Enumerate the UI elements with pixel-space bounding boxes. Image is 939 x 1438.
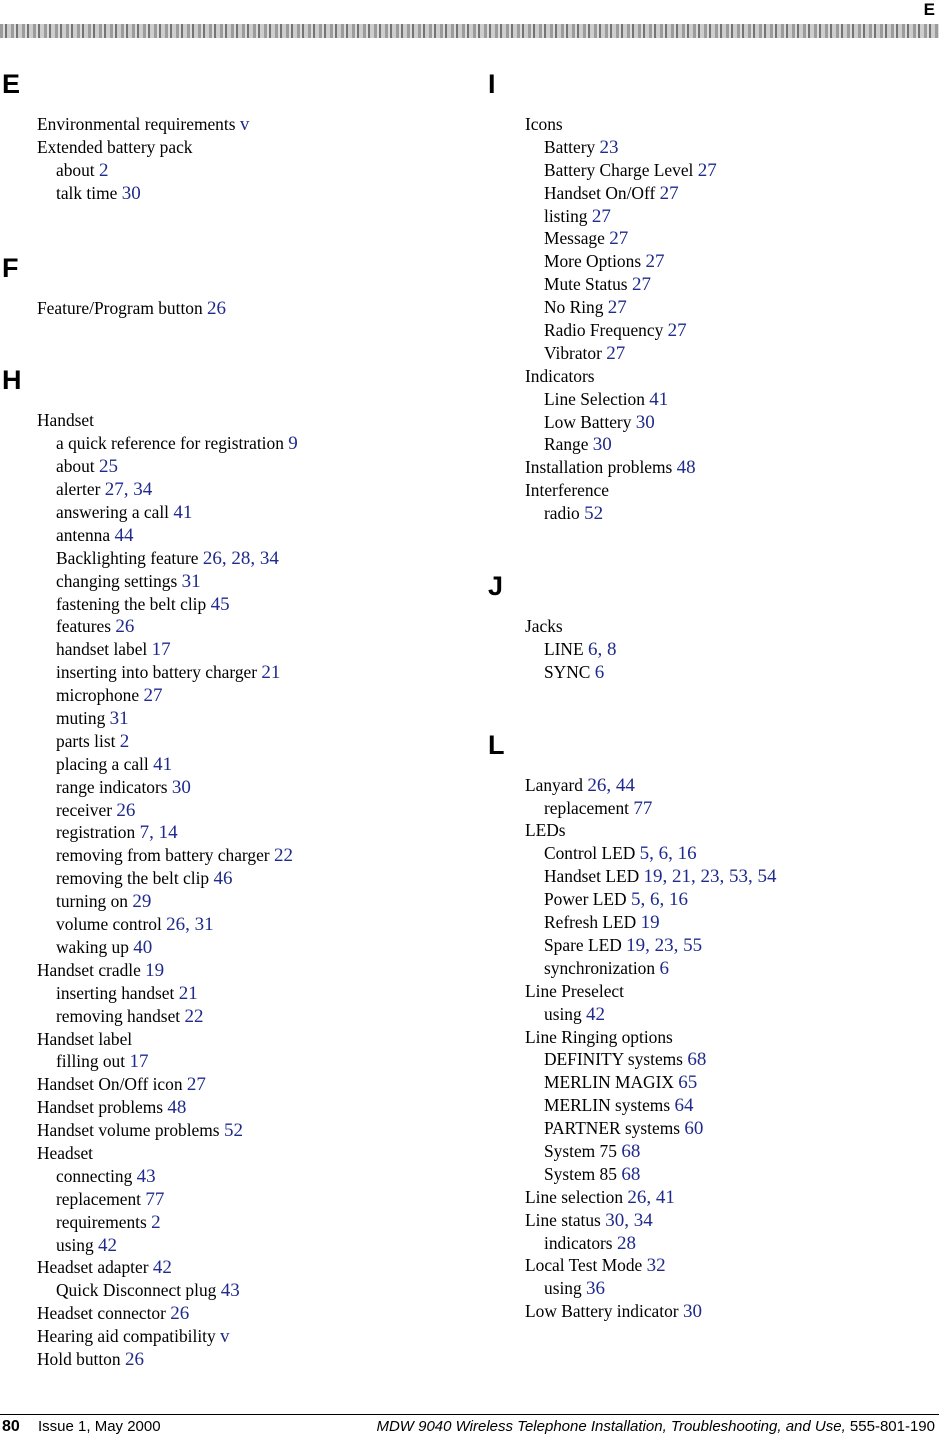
index-entry-list [525, 774, 938, 1323]
entry-page-refs[interactable]: 42 [152, 1257, 172, 1279]
index-subentry [525, 1232, 938, 1255]
index-entry [525, 1186, 938, 1209]
index-subentry [37, 821, 470, 844]
index-entry [37, 1256, 470, 1279]
entry-term: Line status [525, 1209, 601, 1230]
index-entry [37, 1028, 470, 1051]
index-subentry [37, 730, 470, 753]
header-decorative-band [0, 24, 939, 38]
entry-term: Jacks [525, 616, 563, 637]
index-subentry [525, 342, 938, 365]
entry-term: Line Selection [544, 388, 645, 409]
index-subentry [37, 1188, 470, 1211]
index-subentry [525, 1094, 938, 1117]
index-entry [525, 819, 938, 842]
section-letter-heading: J [488, 571, 504, 602]
index-section-l [488, 725, 938, 1323]
entry-term: microphone [56, 685, 140, 706]
entry-page-refs[interactable]: v [239, 114, 250, 135]
entry-page-refs[interactable]: 2 [119, 730, 130, 752]
index-subentry [525, 911, 938, 934]
entry-page-refs[interactable]: 42 [586, 1003, 606, 1025]
index-subentry [525, 433, 938, 456]
entry-page-refs[interactable]: 52 [223, 1120, 243, 1142]
entry-term: Installation problems [525, 457, 673, 478]
document-title-text: MDW 9040 Wireless Telephone Installation, Troubleshooting, and Use, [376, 1418, 846, 1435]
index-subentry [525, 502, 938, 525]
entry-term: Line selection [525, 1186, 624, 1207]
entry-page-refs[interactable]: 48 [167, 1097, 187, 1119]
entry-page-refs[interactable]: 68 [621, 1163, 641, 1185]
index-entry [37, 1119, 470, 1142]
entry-page-refs[interactable]: 41 [649, 388, 669, 410]
entry-page-refs[interactable]: 5, 6, 16 [639, 843, 697, 865]
entry-page-refs[interactable]: 40 [133, 936, 153, 958]
entry-page-refs[interactable]: 19 [640, 912, 660, 934]
index-subentry [525, 1048, 938, 1071]
entry-term: Icons [525, 114, 563, 134]
index-entry [37, 1073, 470, 1096]
entry-page-refs[interactable]: 26 [115, 616, 135, 638]
index-subentry [37, 1005, 470, 1028]
entry-term: waking up [56, 936, 129, 957]
entry-term: Environmental requirements [37, 114, 236, 134]
index-entry [37, 297, 470, 320]
entry-term: connecting [56, 1165, 133, 1186]
entry-term: about [56, 456, 95, 477]
entry-term: using [544, 1003, 582, 1024]
entry-page-refs[interactable]: 6, 8 [587, 638, 617, 660]
entry-term: muting [56, 708, 106, 729]
index-entry-list [37, 113, 470, 205]
index-section-i [488, 64, 938, 525]
entry-page-refs[interactable]: 30 [635, 411, 655, 433]
entry-term: SYNC [544, 661, 591, 682]
index-subentry [37, 867, 470, 890]
entry-page-refs[interactable]: 45 [210, 593, 230, 615]
document-number: 555-801-190 [849, 1418, 935, 1435]
entry-term: filling out [56, 1051, 126, 1072]
index-section-j [488, 566, 938, 684]
entry-term: Backlighting feature [56, 547, 199, 568]
index-subentry [37, 799, 470, 822]
entry-term: Handset On/Off icon [37, 1074, 183, 1095]
entry-term: LINE [544, 638, 584, 659]
entry-page-refs[interactable]: 41 [173, 502, 193, 524]
index-subentry [525, 1071, 938, 1094]
index-subentry [37, 844, 470, 867]
entry-term: Headset adapter [37, 1257, 149, 1278]
entry-term: parts list [56, 730, 116, 751]
entry-term: Power LED [544, 889, 627, 910]
index-entry [525, 1209, 938, 1232]
entry-term: features [56, 616, 112, 637]
index-entry-list [37, 297, 470, 320]
entry-term: MERLIN systems [544, 1095, 671, 1116]
entry-page-refs[interactable]: 26 [207, 297, 227, 319]
entry-page-refs[interactable]: 26 [116, 799, 136, 821]
index-subentry [37, 1050, 470, 1073]
entry-page-refs[interactable]: 7, 14 [139, 822, 178, 844]
entry-page-refs[interactable]: v [220, 1326, 230, 1348]
issue-date: Issue 1, May 2000 [38, 1418, 161, 1435]
index-entry [525, 456, 938, 479]
entry-page-refs[interactable]: 19, 23, 55 [626, 934, 703, 956]
entry-term: listing [544, 205, 588, 226]
entry-page-refs[interactable]: 17 [151, 639, 171, 661]
entry-page-refs[interactable]: 26, 28, 34 [202, 547, 279, 569]
entry-page-refs[interactable]: 26 [170, 1303, 190, 1325]
index-entry [37, 113, 470, 136]
entry-page-refs[interactable]: 5, 6, 16 [630, 889, 688, 911]
index-entry-list [525, 615, 938, 684]
section-gap [488, 684, 938, 725]
entry-page-refs[interactable]: 27 [607, 297, 627, 319]
page-number: 80 [2, 1418, 20, 1435]
index-subentry [37, 1211, 470, 1234]
index-entry [525, 980, 938, 1003]
entry-term: Quick Disconnect plug [56, 1280, 217, 1301]
header-section-letter: E [923, 0, 935, 19]
index-entry [525, 113, 938, 136]
index-subentry [525, 250, 938, 273]
index-subentry [37, 982, 470, 1005]
index-entry [525, 1300, 938, 1323]
entry-page-refs[interactable]: 27 [631, 274, 651, 296]
index-entry [525, 1254, 938, 1277]
entry-term: registration [56, 822, 136, 843]
entry-page-refs[interactable]: 41 [153, 753, 173, 775]
index-section-f [0, 248, 470, 320]
index-subentry [525, 205, 938, 228]
index-entry [37, 1325, 470, 1348]
entry-term: DEFINITY systems [544, 1049, 683, 1070]
entry-page-refs[interactable]: 21 [178, 982, 198, 1004]
entry-page-refs[interactable]: 64 [674, 1095, 694, 1117]
entry-page-refs[interactable]: 30 [171, 776, 191, 798]
entry-term: radio [544, 503, 580, 524]
entry-term: Low Battery indicator [525, 1301, 679, 1322]
index-subentry [525, 957, 938, 980]
entry-term: removing from battery charger [56, 845, 270, 866]
index-subentry [37, 1279, 470, 1302]
index-subentry [525, 159, 938, 182]
entry-term: Lanyard [525, 774, 583, 795]
entry-term: Low Battery [544, 411, 632, 432]
entry-term: System 85 [544, 1163, 617, 1184]
entry-page-refs[interactable]: 22 [273, 845, 293, 867]
index-subentry [37, 1234, 470, 1257]
section-letter-heading: F [2, 252, 19, 283]
entry-term: fastening the belt clip [56, 593, 207, 614]
index-subentry [525, 934, 938, 957]
entry-term: Range [544, 434, 589, 455]
index-subentry [37, 1165, 470, 1188]
entry-page-refs[interactable]: 27 [606, 342, 626, 364]
index-subentry [37, 913, 470, 936]
entry-term: Handset On/Off [544, 182, 656, 203]
entry-page-refs[interactable]: 48 [676, 457, 696, 479]
entry-term: Handset label [37, 1028, 133, 1049]
entry-page-refs[interactable]: 32 [646, 1255, 666, 1277]
index-subentry [37, 478, 470, 501]
index-subentry [525, 865, 938, 888]
index-subentry [525, 1277, 938, 1300]
entry-term: Handset LED [544, 866, 640, 887]
entry-term: requirements [56, 1211, 147, 1232]
index-subentry [525, 1163, 938, 1186]
entry-page-refs[interactable]: 30 [121, 182, 141, 204]
section-gap [0, 205, 470, 248]
entry-term: Handset cradle [37, 959, 141, 980]
entry-term: Message [544, 228, 605, 249]
entry-page-refs[interactable]: 65 [678, 1072, 698, 1094]
entry-term: More Options [544, 251, 642, 272]
entry-page-refs[interactable]: 43 [220, 1280, 240, 1302]
entry-term: Interference [525, 480, 609, 501]
entry-term: Line Ringing options [525, 1026, 673, 1047]
entry-page-refs[interactable]: 31 [109, 708, 129, 730]
section-letter-heading: H [2, 365, 22, 396]
entry-page-refs[interactable]: 2 [99, 159, 109, 181]
entry-page-refs[interactable]: 27 [667, 320, 687, 342]
section-gap [0, 319, 470, 360]
entry-term: volume control [56, 914, 162, 935]
index-subentry [525, 388, 938, 411]
index-entry-list [37, 409, 470, 1370]
entry-page-refs[interactable]: 30, 34 [605, 1209, 653, 1231]
entry-page-refs[interactable]: 27, 34 [104, 479, 153, 501]
index-subentry [525, 1003, 938, 1026]
entry-term: LEDs [525, 820, 566, 841]
index-column-right [488, 64, 938, 1323]
index-subentry [525, 797, 938, 820]
entry-term: Local Test Mode [525, 1255, 643, 1276]
entry-term: using [544, 1278, 582, 1299]
entry-term: Battery [544, 136, 596, 157]
entry-page-refs[interactable]: 68 [621, 1140, 641, 1162]
entry-page-refs[interactable]: 27 [186, 1074, 206, 1096]
index-subentry [37, 753, 470, 776]
entry-term: Handset [37, 410, 94, 431]
index-column-left [0, 64, 470, 1371]
entry-term: Control LED [544, 843, 636, 864]
entry-page-refs[interactable]: 77 [145, 1188, 165, 1210]
entry-page-refs[interactable]: 27 [591, 205, 611, 227]
index-subentry [37, 661, 470, 684]
entry-term: Hold button [37, 1348, 121, 1369]
index-entry [37, 409, 470, 432]
entry-page-refs[interactable]: 27 [659, 182, 679, 204]
index-entry [525, 615, 938, 638]
index-entry [37, 1348, 470, 1371]
index-entry [525, 365, 938, 388]
index-subentry [525, 296, 938, 319]
index-entry [37, 136, 470, 159]
entry-page-refs[interactable]: 23 [599, 136, 619, 158]
index-entry [37, 959, 470, 982]
entry-page-refs[interactable]: 17 [129, 1051, 149, 1073]
entry-term: Extended battery pack [37, 136, 193, 157]
entry-term: handset label [56, 639, 148, 660]
index-subentry [525, 638, 938, 661]
index-entry [37, 1096, 470, 1119]
index-subentry [37, 593, 470, 616]
entry-page-refs[interactable]: 19 [145, 959, 165, 981]
index-subentry [37, 776, 470, 799]
index-subentry [37, 638, 470, 661]
section-letter-heading: E [2, 69, 21, 99]
entry-page-refs[interactable]: 26, 41 [627, 1186, 675, 1208]
index-subentry [525, 411, 938, 434]
index-section-e [0, 64, 470, 205]
entry-page-refs[interactable]: 26, 44 [587, 774, 635, 796]
entry-page-refs[interactable]: 44 [114, 524, 134, 546]
entry-term: Handset problems [37, 1097, 164, 1118]
index-entry-list [525, 113, 938, 525]
entry-page-refs[interactable]: 26, 31 [166, 914, 214, 936]
index-subentry [37, 182, 470, 205]
index-subentry [525, 319, 938, 342]
entry-page-refs[interactable]: 2 [151, 1211, 161, 1233]
entry-page-refs[interactable]: 9 [288, 433, 298, 455]
document-title [376, 1416, 935, 1438]
index-entry [37, 1302, 470, 1325]
entry-term: alerter [56, 479, 101, 500]
entry-term: Hearing aid compatibility [37, 1326, 216, 1347]
entry-page-refs[interactable]: 60 [684, 1118, 704, 1140]
index-subentry [525, 888, 938, 911]
entry-term: Indicators [525, 365, 595, 386]
index-section-h [0, 360, 470, 1370]
entry-term: changing settings [56, 570, 178, 591]
index-subentry [37, 684, 470, 707]
entry-term: removing handset [56, 1005, 181, 1026]
index-subentry [525, 273, 938, 296]
entry-term: Battery Charge Level [544, 159, 694, 180]
index-subentry [525, 227, 938, 250]
index-subentry [525, 182, 938, 205]
index-subentry [37, 524, 470, 547]
entry-term: inserting into battery charger [56, 662, 258, 683]
index-subentry [37, 707, 470, 730]
entry-term: MERLIN MAGIX [544, 1072, 674, 1093]
entry-page-refs[interactable]: 27 [143, 685, 163, 707]
entry-page-refs[interactable]: 28 [616, 1232, 636, 1254]
entry-term: replacement [56, 1188, 141, 1209]
entry-page-refs[interactable]: 29 [132, 891, 152, 913]
index-subentry [37, 159, 470, 182]
entry-page-refs[interactable]: 27 [609, 228, 629, 250]
entry-page-refs[interactable]: 52 [584, 503, 604, 525]
entry-term: receiver [56, 799, 112, 820]
index-subentry [525, 842, 938, 865]
index-subentry [37, 432, 470, 455]
index-subentry [525, 1117, 938, 1140]
entry-term: Headset [37, 1142, 94, 1163]
entry-term: placing a call [56, 753, 149, 774]
entry-term: Mute Status [544, 274, 628, 295]
entry-term: replacement [544, 797, 629, 818]
section-gap [488, 525, 938, 566]
entry-term: Headset connector [37, 1303, 166, 1324]
index-subentry [37, 890, 470, 913]
index-subentry [37, 455, 470, 478]
entry-page-refs[interactable]: 21 [261, 662, 281, 684]
page-footer [0, 1416, 939, 1438]
footer-rule [0, 1414, 939, 1415]
entry-page-refs[interactable]: 27 [697, 159, 717, 181]
entry-term: about [56, 159, 95, 180]
index-entry [525, 774, 938, 797]
entry-term: range indicators [56, 776, 168, 797]
entry-term: antenna [56, 524, 111, 545]
entry-page-refs[interactable]: 25 [99, 456, 118, 478]
entry-page-refs[interactable]: 26 [124, 1348, 144, 1370]
entry-page-refs[interactable]: 6 [594, 661, 605, 683]
index-entry [525, 479, 938, 502]
section-letter-heading: I [488, 69, 496, 99]
entry-page-refs[interactable]: 30 [682, 1301, 702, 1323]
entry-page-refs[interactable]: 77 [633, 797, 653, 819]
entry-page-refs[interactable]: 68 [687, 1049, 707, 1071]
entry-term: removing the belt clip [56, 868, 210, 889]
index-subentry [37, 501, 470, 524]
entry-page-refs[interactable]: 30 [592, 434, 612, 456]
entry-term: using [56, 1234, 94, 1255]
entry-term: answering a call [56, 502, 169, 523]
entry-term: inserting handset [56, 982, 175, 1003]
entry-term: Refresh LED [544, 912, 637, 933]
entry-term: System 75 [544, 1140, 617, 1161]
entry-page-refs[interactable]: 36 [586, 1278, 606, 1300]
entry-term: indicators [544, 1232, 613, 1253]
entry-term: No Ring [544, 297, 604, 318]
entry-term: turning on [56, 891, 128, 912]
index-subentry [37, 570, 470, 593]
entry-term: talk time [56, 182, 118, 203]
entry-page-refs[interactable]: 6 [659, 957, 669, 979]
entry-term: Spare LED [544, 934, 622, 955]
index-subentry [37, 547, 470, 570]
index-entry [37, 1142, 470, 1165]
entry-page-refs[interactable]: 22 [184, 1005, 204, 1027]
entry-page-refs[interactable]: 46 [213, 868, 233, 890]
index-subentry [37, 615, 470, 638]
entry-term: Feature/Program button [37, 297, 203, 318]
entry-term: a quick reference for registration [56, 433, 284, 454]
index-subentry [525, 661, 938, 684]
entry-page-refs[interactable]: 19, 21, 23, 53, 54 [643, 866, 777, 888]
entry-term: Handset volume problems [37, 1120, 220, 1141]
index-subentry [525, 136, 938, 159]
entry-page-refs[interactable]: 31 [181, 570, 201, 592]
entry-term: Line Preselect [525, 980, 624, 1001]
entry-term: synchronization [544, 957, 656, 978]
entry-page-refs[interactable]: 27 [645, 251, 665, 273]
entry-term: Radio Frequency [544, 320, 664, 341]
entry-page-refs[interactable]: 43 [136, 1165, 156, 1187]
entry-term: Vibrator [544, 342, 602, 363]
entry-term: PARTNER systems [544, 1118, 681, 1139]
index-subentry [37, 936, 470, 959]
index-subentry [525, 1140, 938, 1163]
index-entry [525, 1026, 938, 1049]
entry-page-refs[interactable]: 42 [98, 1234, 118, 1256]
section-letter-heading: L [488, 729, 505, 760]
